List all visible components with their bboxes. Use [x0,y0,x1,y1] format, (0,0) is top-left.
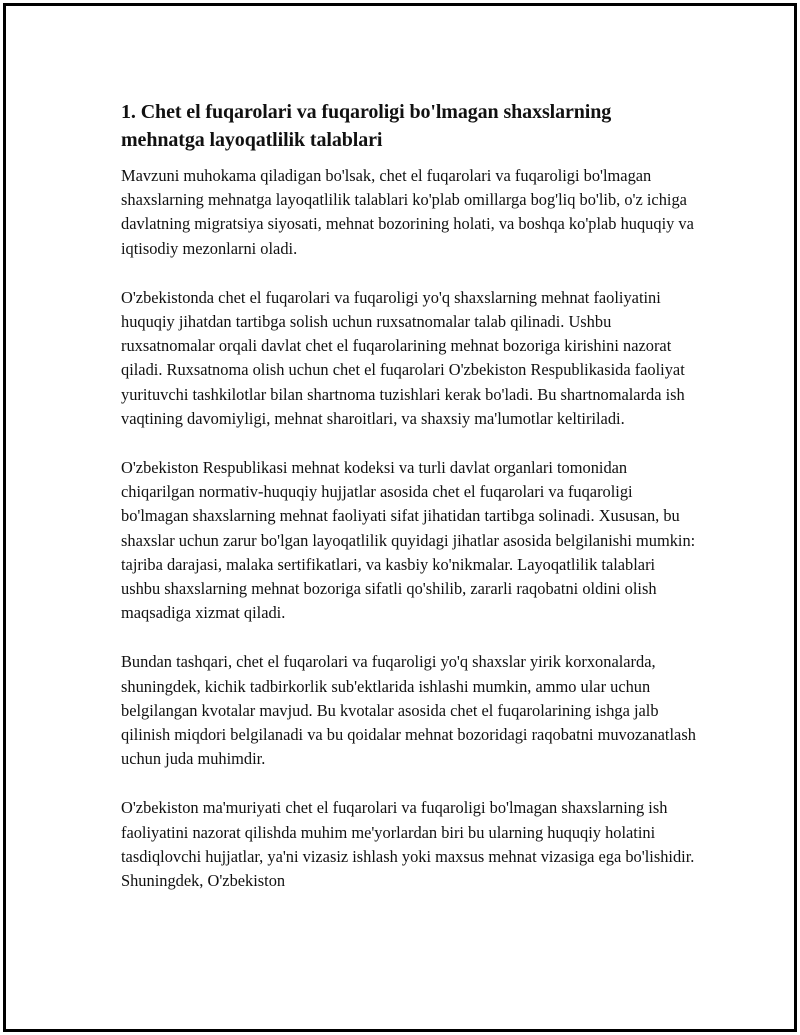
section-heading: 1. Chet el fuqarolari va fuqaroligi bo'lmagan shaxslarning mehnatga layoqatlilik talablari [121,101,612,151]
paragraph-1: Mavzuni muhokama qiladigan bo'lsak, chet el fuqarolari va fuqaroligi bo'lmagan shaxslarning mehnatga layoqatlilik talablari ko'plab omillarga bog'liq bo'lib, o'z ichiga davlatning migratsiya siyosati, mehnat bozorining holati, va boshqa ko'plab huquqiy va iqtisodiy mezonlarni oladi. [121,166,694,258]
paragraph-3: O'zbekiston Respublikasi mehnat kodeksi va turli davlat organlari tomonidan chiqarilgan normativ-huquqiy hujjatlar asosida chet el fuqarolari va fuqaroligi bo'lmagan shaxslarning mehnat faoliyati sifat jihatidan tartibga solinadi. Xususan, bu shaxslar uchun zarur bo'lgan layoqatlilik quyidagi jihatlar asosida belgilanishi mumkin: tajriba darajasi, malaka sertifikatlari, va kasbiy ko'nikmalar. Layoqatlilik talablari ushbu shaxslarning mehnat bozoriga sifatli qo'shilib, zararli raqobatni oldini olish maqsadiga xizmat qiladi. [121,458,696,623]
paragraph-4: Bundan tashqari, chet el fuqarolari va fuqaroligi yo'q shaxslar yirik korxonalarda, shuningdek, kichik tadbirkorlik sub'ektlarida ishlashi mumkin, ammo ular uchun belgilangan kvotalar mavjud. Bu kvotalar asosida chet el fuqarolarining ishga jalb qilinish miqdori belgilanadi va bu qoidalar mehnat bozoridagi raqobatni muvozanatlash uchun juda muhimdir. [121,652,696,769]
document-content [121,98,696,918]
paragraph-2: O'zbekistonda chet el fuqarolari va fuqaroligi yo'q shaxslarning mehnat faoliyatini huquqiy jihatdan tartibga solish uchun ruxsatnomalar talab qilinadi. Ushbu ruxsatnomalar orqali davlat chet el fuqarolarining mehnat bozoriga kirishini nazorat qiladi. Ruxsatnoma olish uchun chet el fuqarolari O'zbekiston Respublikasida faoliyat yurituvchi tashkilotlar bilan shartnoma tuzishlari kerak bo'ladi. Bu shartnomalarda ish vaqtining davomiyligi, mehnat sharoitlari, va shaxsiy ma'lumotlar keltiriladi. [121,287,685,428]
paragraph-5: O'zbekiston ma'muriyati chet el fuqarolari va fuqaroligi bo'lmagan shaxslarning ish faoliyatini nazorat qilishda muhim me'yorlardan biri bu ularning huquqiy holatini tasdiqlovchi hujjatlar, ya'ni vizasiz ishlash yoki maxsus mehnat vizasiga ega bo'lishidir. Shuningdek, O'zbekiston [121,798,695,891]
document-page [3,3,797,1032]
